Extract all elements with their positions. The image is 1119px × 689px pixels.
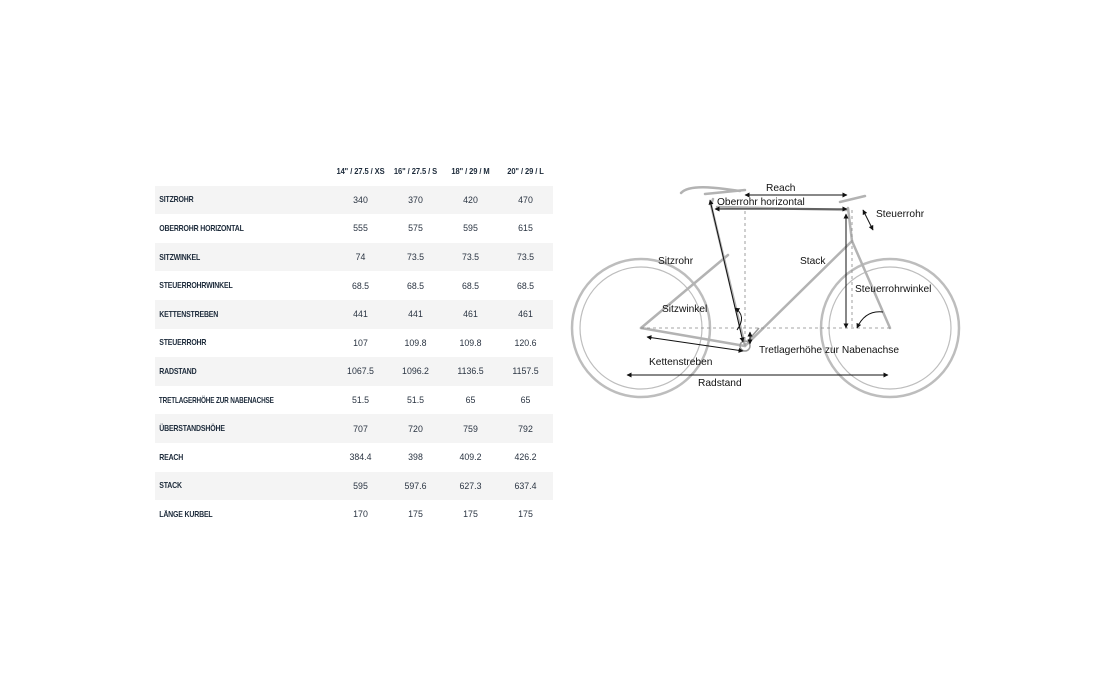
row-value: 74 [355,252,366,263]
row-label: KETTENSTREBEN [159,309,219,319]
row-value: 759 [463,423,478,434]
table-header-row [155,157,553,186]
row-value: 792 [518,423,533,434]
row-value: 175 [518,509,533,520]
row-label: RADSTAND [159,366,197,376]
geometry-table [155,157,553,529]
label-sitzrohr: Sitzrohr [658,256,694,267]
table-row [155,472,553,501]
row-label: OBERROHR HORIZONTAL [159,223,244,233]
row-value: 175 [408,509,423,520]
table-row [155,500,553,529]
table-row [155,243,553,272]
row-value: 575 [408,223,423,234]
row-value: 109.8 [459,337,482,348]
row-value: 51.5 [406,395,425,406]
header-size-xs: 14" / 27.5 / XS [336,166,385,177]
row-value: 597.6 [404,480,427,491]
row-value: 109.8 [404,337,427,348]
label-kettenstreben: Kettenstreben [649,357,713,368]
row-label: TRETLAGERHÖHE ZUR NABENACHSE [158,395,274,405]
row-value: 420 [463,194,478,205]
row-value: 370 [408,194,423,205]
table-row [155,214,553,243]
row-value: 707 [353,423,368,434]
row-value: 555 [353,223,368,234]
row-value: 51.5 [351,395,370,406]
table-row [155,414,553,443]
row-value: 470 [518,194,533,205]
table-row [155,329,553,358]
header-size-l: 20" / 29 / L [507,166,544,177]
row-value: 637.4 [514,480,537,491]
label-stack: Stack [800,256,826,267]
label-reach: Reach [766,183,796,194]
row-value: 595 [353,480,368,491]
row-value: 409.2 [459,452,482,463]
row-value: 120.6 [514,337,537,348]
row-value: 68.5 [406,280,425,291]
row-label: STACK [159,481,182,491]
row-value: 73.5 [516,252,535,263]
table-row [155,300,553,329]
header-size-m: 18" / 29 / M [451,166,490,177]
row-label: SITZROHR [159,195,194,205]
label-oberrohr-horizontal: Oberrohr horizontal [717,197,805,208]
row-label: ÜBERSTANDSHÖHE [159,424,225,434]
row-value: 1096.2 [402,366,429,377]
row-value: 426.2 [514,452,537,463]
row-value: 627.3 [459,480,482,491]
row-label: LÄNGE KURBEL [159,509,213,519]
row-value: 170 [353,509,368,520]
row-label: SITZWINKEL [159,252,201,262]
row-value: 68.5 [351,280,370,291]
row-label: STEUERROHRWINKEL [159,281,233,291]
row-value: 398 [408,452,423,463]
row-value: 68.5 [516,280,535,291]
row-value: 73.5 [461,252,480,263]
row-value: 441 [408,309,423,320]
row-value: 65 [520,395,531,406]
table-row [155,357,553,386]
row-value: 1136.5 [457,366,484,377]
row-value: 1067.5 [347,366,374,377]
label-steuerrohr: Steuerrohr [876,209,925,220]
label-radstand: Radstand [698,378,742,389]
header-cell-empty [166,157,323,186]
table-row [155,386,553,415]
label-tretlagerhoehe: Tretlagerhöhe zur Nabenachse [759,345,900,356]
row-label: REACH [159,452,184,462]
row-value: 68.5 [461,280,480,291]
row-value: 65 [465,395,476,406]
row-value: 461 [463,309,478,320]
row-value: 340 [353,194,368,205]
label-steuerrohrwinkel: Steuerrohrwinkel [855,284,932,295]
table-body [155,186,553,529]
row-value: 1157.5 [512,366,539,377]
row-value: 461 [518,309,533,320]
row-label: STEUERROHR [159,338,207,348]
row-value: 384.4 [349,452,372,463]
row-value: 615 [518,223,533,234]
row-value: 441 [353,309,368,320]
table-row [155,443,553,472]
row-value: 595 [463,223,478,234]
row-value: 175 [463,509,478,520]
table-row [155,186,553,215]
row-value: 720 [408,423,423,434]
row-value: 73.5 [406,252,425,263]
bike-geometry-diagram [565,170,975,420]
label-sitzwinkel: Sitzwinkel [662,304,708,315]
header-size-s: 16" / 27.5 / S [393,166,438,177]
row-value: 107 [353,337,368,348]
table-row [155,271,553,300]
